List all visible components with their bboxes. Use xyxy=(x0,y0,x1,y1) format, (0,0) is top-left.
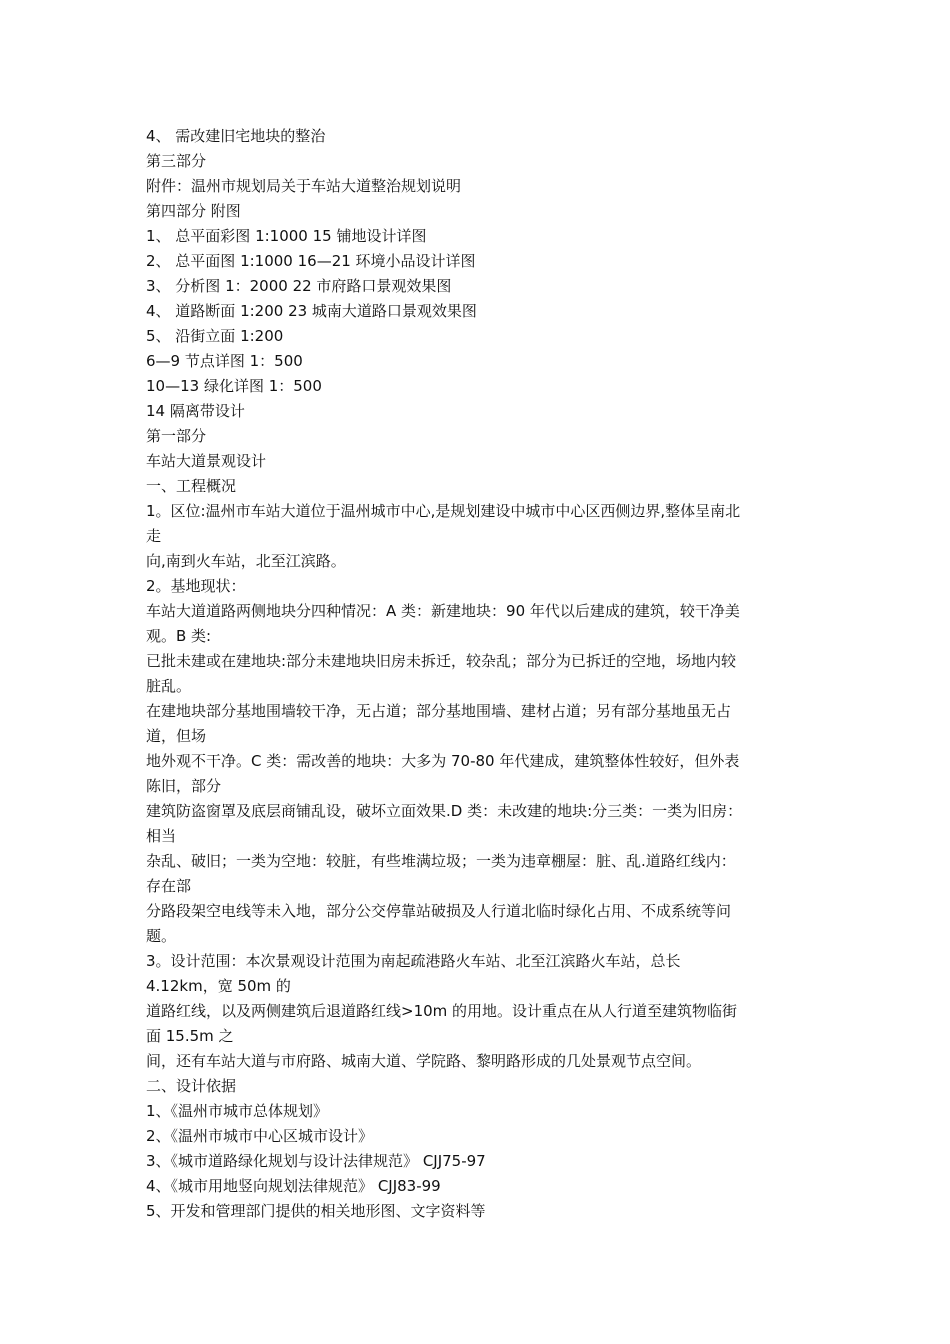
text-line: 附件：温州市规划局关于车站大道整治规划说明 xyxy=(146,177,462,195)
text-line: 间，还有车站大道与市府路、城南大道、学院路、黎明路形成的几处景观节点空间。 xyxy=(146,1052,702,1070)
text-line: 第三部分 xyxy=(146,152,207,170)
text-line: 向,南到火车站，北至江滨路。 xyxy=(146,552,346,570)
text-line: 在建地块部分基地围墙较干净，无占道；部分基地围墙、建材占道；另有部分基地虽无占 xyxy=(146,702,732,720)
text-line: 面 15.5m 之 xyxy=(146,1027,234,1045)
text-line: 1。区位:温州市车站大道位于温州城市中心,是规划建设中城市中心区西侧边界,整体呈南北 xyxy=(146,502,741,520)
text-line: 第四部分 附图 xyxy=(146,202,241,220)
text-line: 已批未建或在建地块:部分未建地块旧房未拆迁，较杂乱；部分为已拆迁的空地，场地内较 xyxy=(146,652,737,670)
text-line: 10—13 绿化详图 1：500 xyxy=(146,377,322,395)
text-line: 5、 沿街立面 1:200 xyxy=(146,327,284,345)
text-line: 3。设计范围：本次景观设计范围为南起疏港路火车站、北至江滨路火车站，总长 xyxy=(146,952,681,970)
text-line: 4、 需改建旧宅地块的整治 xyxy=(146,127,326,145)
text-line: 道路红线，以及两侧建筑后退道路红线>10m 的用地。设计重点在从人行道至建筑物临街 xyxy=(146,1002,738,1020)
text-line: 一、工程概况 xyxy=(146,477,237,495)
text-line: 3、《城市道路绿化规划与设计法律规范》 CJJ75-97 xyxy=(146,1152,486,1170)
text-line: 脏乱。 xyxy=(146,677,192,695)
document-body xyxy=(146,124,816,1224)
text-line: 4、《城市用地竖向规划法律规范》 CJJ83-99 xyxy=(146,1177,441,1195)
text-line: 存在部 xyxy=(146,877,192,895)
text-line: 题。 xyxy=(146,927,177,945)
text-line: 14 隔离带设计 xyxy=(146,402,245,420)
text-line: 道，但场 xyxy=(146,727,207,745)
text-line: 2、《温州市城市中心区城市设计》 xyxy=(146,1127,374,1145)
text-line: 4、 道路断面 1:200 23 城南大道路口景观效果图 xyxy=(146,302,477,320)
text-line: 1、《温州市城市总体规划》 xyxy=(146,1102,329,1120)
text-line: 2、 总平面图 1:1000 16—21 环境小品设计详图 xyxy=(146,252,476,270)
text-line: 车站大道道路两侧地块分四种情况：A 类：新建地块：90 年代以后建成的建筑，较干净美 xyxy=(146,602,740,620)
text-line: 车站大道景观设计 xyxy=(146,452,267,470)
text-line: 陈旧，部分 xyxy=(146,777,222,795)
text-line: 地外观不干净。C 类：需改善的地块：大多为 70-80 年代建成，建筑整体性较好，但外表 xyxy=(146,752,740,770)
text-line: 相当 xyxy=(146,827,177,845)
text-line: 6—9 节点详图 1：500 xyxy=(146,352,303,370)
text-line: 分路段架空电线等未入地，部分公交停靠站破损及人行道北临时绿化占用、不成系统等问 xyxy=(146,902,732,920)
text-line: 2。基地现状： xyxy=(146,577,246,595)
text-line: 走 xyxy=(146,527,162,545)
text-line: 5、开发和管理部门提供的相关地形图、文字资料等 xyxy=(146,1202,486,1220)
text-line: 二、设计依据 xyxy=(146,1077,237,1095)
text-line: 建筑防盗窗罩及底层商铺乱设，破坏立面效果.D 类：未改建的地块:分三类：一类为旧房： xyxy=(146,802,743,820)
text-line: 杂乱、破旧；一类为空地：较脏，有些堆满垃圾；一类为违章棚屋：脏、乱.道路红线内： xyxy=(146,852,736,870)
text-line: 4.12km，宽 50m 的 xyxy=(146,977,291,995)
text-line: 第一部分 xyxy=(146,427,207,445)
text-line: 观。B 类: xyxy=(146,627,212,645)
text-line: 1、 总平面彩图 1:1000 15 铺地设计详图 xyxy=(146,227,427,245)
text-line: 3、 分析图 1：2000 22 市府路口景观效果图 xyxy=(146,277,452,295)
